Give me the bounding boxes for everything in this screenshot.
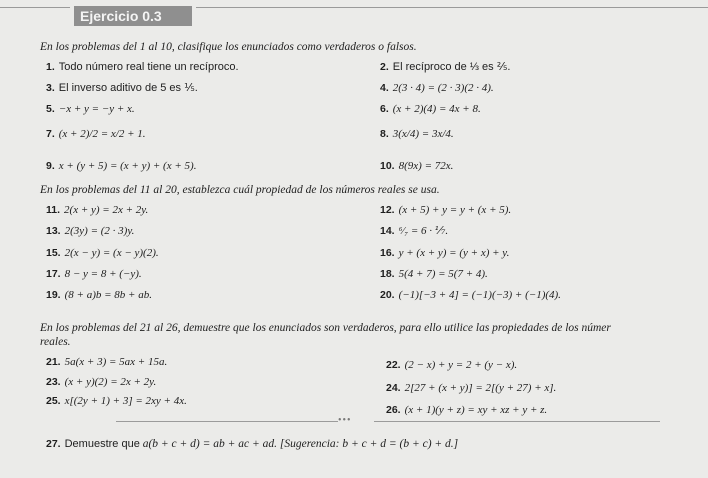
problem-text: (x + 5) + y = y + (x + 5). [398,204,512,216]
problem-number: 25. [46,395,61,407]
problem-11 [46,203,148,217]
problem-number: 14. [380,225,395,237]
problem-16 [380,246,509,260]
problem-number: 20. [380,289,395,301]
problem-number: 11. [46,204,61,216]
section-divider-dots: ••• [338,415,352,426]
problem-text: 2[27 + (x + y)] = 2[(y + 27) + x]. [404,382,557,394]
problem-number: 13. [46,225,61,237]
problem-number: 16. [380,247,395,259]
problem-text: (8 + a)b = 8b + ab. [64,289,152,301]
section3-instruction-cont: reales. [40,336,71,348]
problem-text: x + (y + 5) = (x + y) + (x + 5). [58,160,197,172]
problem-text: 5a(x + 3) = 5ax + 15a. [64,356,168,368]
problem-number: 21. [46,356,61,368]
problem-8 [380,127,454,141]
problem-number: 18. [380,268,395,280]
section-divider-right [374,421,660,422]
problem-27 [46,437,458,451]
problem-10 [380,159,453,173]
problem-14 [380,224,448,238]
problem-17 [46,267,142,281]
problem-number: 1. [46,61,55,73]
problem-7 [46,127,146,141]
problem-number: 22. [386,359,401,371]
problem-hint: [Sugerencia: b + c + d = (b + c) + d.] [279,438,459,450]
problem-text: a(b + c + d) = ab + ac + ad. [142,438,277,450]
problem-13 [46,224,134,238]
problem-number: 24. [386,382,401,394]
problem-20 [380,288,561,302]
exercise-title: Ejercicio 0.3 [74,6,192,26]
problem-12 [380,203,511,217]
header-rule-left [0,7,70,8]
problem-text: 2(x − y) = (x − y)(2). [64,247,159,259]
problem-text: (x + 2)/2 = x/2 + 1. [58,128,146,140]
problem-21 [46,355,167,369]
problem-22 [386,358,517,372]
problem-number: 8. [380,128,389,140]
problem-number: 26. [386,404,401,416]
problem-text: −x + y = −y + x. [58,103,135,115]
problem-number: 17. [46,268,61,280]
problem-number: 15. [46,247,61,259]
section3-instruction: En los problemas del 21 al 26, demuestre que los enunciados son verdaderos, para ello utilice las propiedades de los númer [40,322,611,334]
problem-5 [46,102,135,116]
problem-4 [380,81,494,95]
problem-text: ⁶⁄₇ = 6 · ⅐. [398,225,449,237]
problem-text: (2 − x) + y = 2 + (y − x). [404,359,518,371]
problem-number: 3. [46,82,55,94]
problem-text: (−1)[−3 + 4] = (−1)(−3) + (−1)(4). [398,289,561,301]
problem-number: 23. [46,376,61,388]
problem-6 [380,102,481,116]
problem-number: 6. [380,103,389,115]
problem-26 [386,403,547,417]
problem-text: Todo número real tiene un recíproco. [58,61,239,73]
section2-instruction: En los problemas del 11 al 20, establezca cuál propiedad de los números reales se usa. [40,184,440,196]
problem-24 [386,381,556,395]
problem-1 [46,60,239,74]
problem-18 [380,267,488,281]
problem-lead: Demuestre que [64,438,140,450]
problem-text: (x + y)(2) = 2x + 2y. [64,376,157,388]
problem-text: 2(x + y) = 2x + 2y. [64,204,149,216]
problem-text: 2(3y) = (2 · 3)y. [64,225,135,237]
problem-19 [46,288,152,302]
problem-number: 2. [380,61,389,73]
problem-text: El recíproco de ⅓ es ⅖. [392,61,511,73]
problem-number: 10. [380,160,395,172]
problem-text: 8(9x) = 72x. [398,160,454,172]
problem-number: 5. [46,103,55,115]
problem-text: (x + 2)(4) = 4x + 8. [392,103,481,115]
problem-number: 12. [380,204,395,216]
problem-text: x[(2y + 1) + 3] = 2xy + 4x. [64,395,187,407]
problem-number: 27. [46,438,61,450]
problem-text: 5(4 + 7) = 5(7 + 4). [398,268,488,280]
problem-15 [46,246,159,260]
problem-2 [380,60,510,74]
problem-number: 4. [380,82,389,94]
section1-instruction: En los problemas del 1 al 10, clasifique los enunciados como verdaderos o falsos. [40,41,417,53]
problem-text: y + (x + y) = (y + x) + y. [398,247,510,259]
problem-text: El inverso aditivo de 5 es ⅕. [58,82,198,94]
problem-23 [46,375,156,389]
problem-text: 2(3 · 4) = (2 · 3)(2 · 4). [392,82,494,94]
problem-text: 8 − y = 8 + (−y). [64,268,142,280]
problem-25 [46,394,187,408]
problem-number: 9. [46,160,55,172]
problem-number: 7. [46,128,55,140]
problem-number: 19. [46,289,61,301]
problem-9 [46,159,196,173]
problem-3 [46,81,198,95]
section-divider-left [116,421,338,422]
problem-text: 3(x/4) = 3x/4. [392,128,454,140]
header-rule-right [196,7,708,8]
problem-text: (x + 1)(y + z) = xy + xz + y + z. [404,404,548,416]
